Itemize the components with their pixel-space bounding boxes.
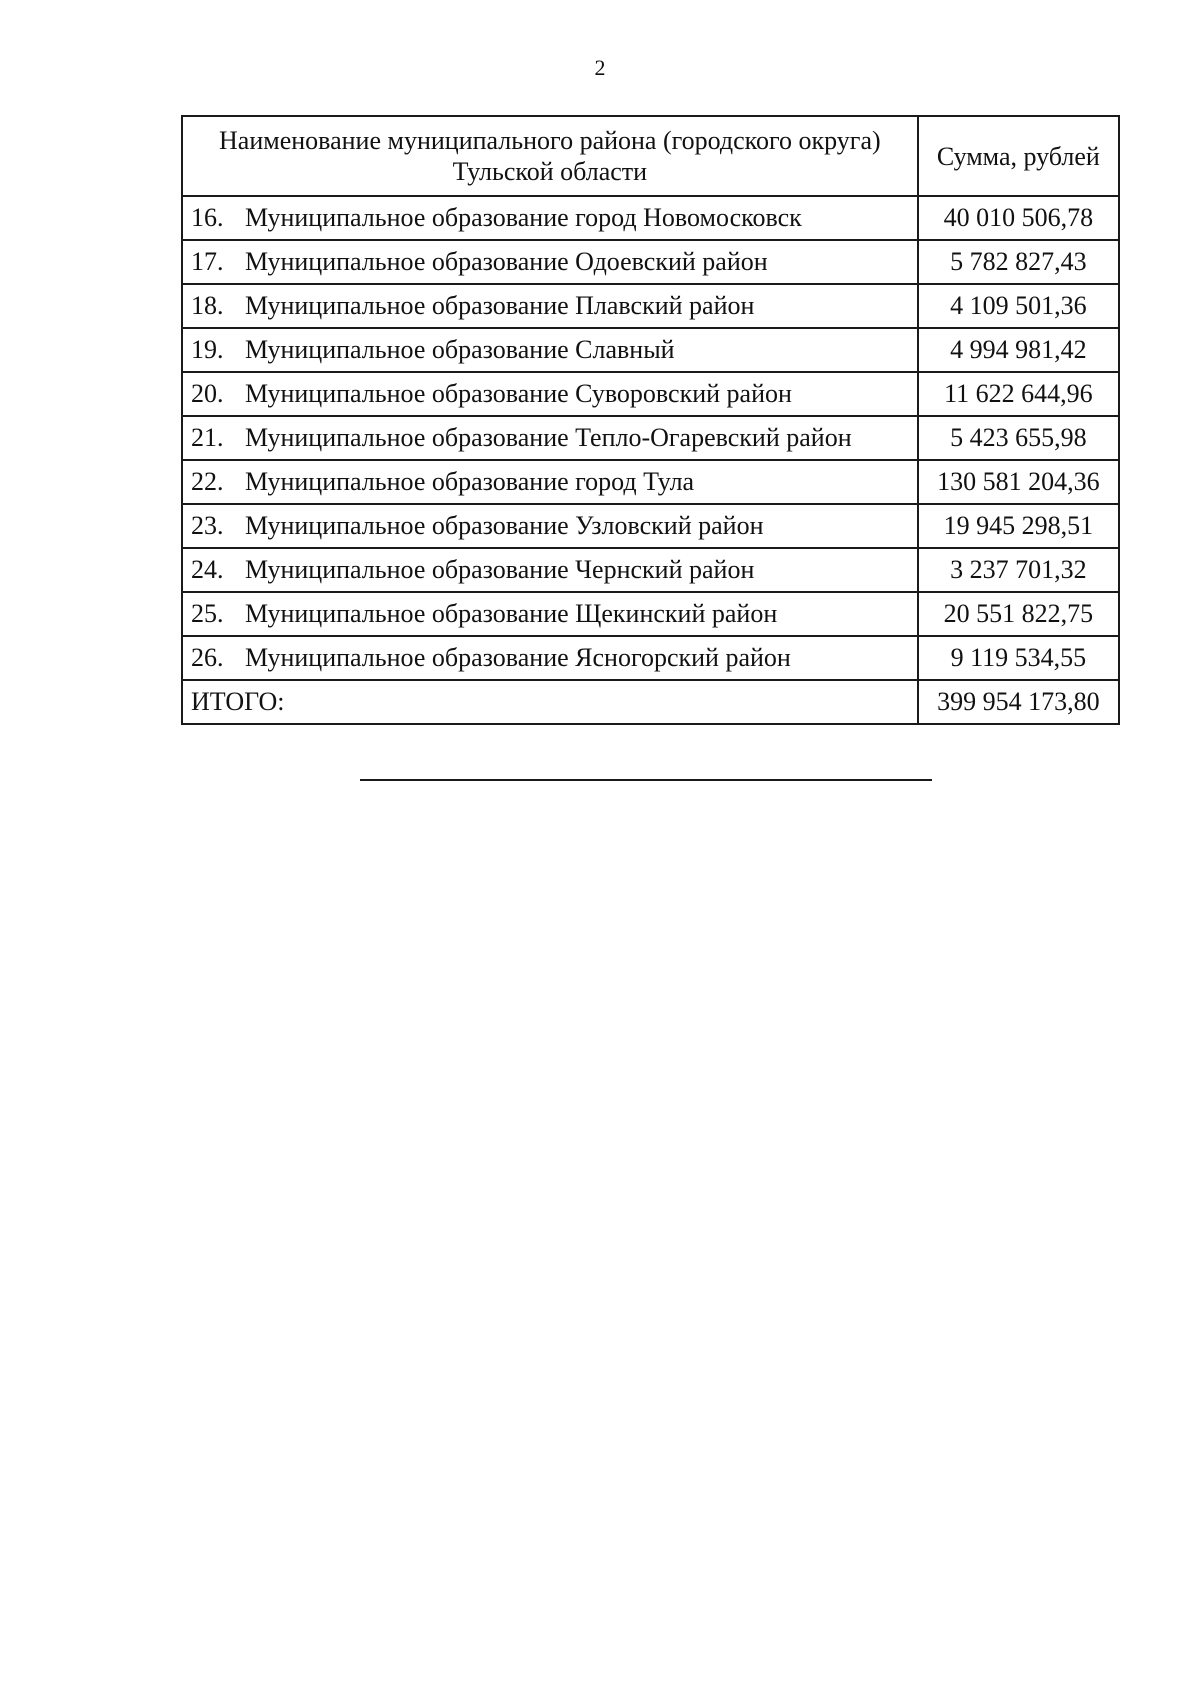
municipality-cell bbox=[182, 548, 918, 592]
municipality-name: Муниципальное образование Узловский район bbox=[245, 511, 764, 540]
table-row bbox=[182, 548, 1119, 592]
municipality-name: Муниципальное образование Тепло-Огаревский район bbox=[245, 423, 852, 452]
municipality-cell bbox=[182, 372, 918, 416]
sum-cell: 3 237 701,32 bbox=[918, 548, 1119, 592]
table-row bbox=[182, 328, 1119, 372]
sum-cell: 19 945 298,51 bbox=[918, 504, 1119, 548]
sum-cell: 4 109 501,36 bbox=[918, 284, 1119, 328]
municipality-name: Муниципальное образование Славный bbox=[245, 335, 675, 364]
municipality-name: Муниципальное образование Плавский район bbox=[245, 291, 755, 320]
total-row bbox=[182, 680, 1119, 724]
municipality-cell bbox=[182, 416, 918, 460]
municipality-cell bbox=[182, 240, 918, 284]
municipality-name: Муниципальное образование Суворовский район bbox=[245, 379, 792, 408]
row-number: 25. bbox=[191, 599, 224, 628]
header-name-column: Наименование муниципального района (городского округа) Тульской области bbox=[182, 116, 918, 196]
municipality-name: Муниципальное образование город Новомосковск bbox=[245, 203, 802, 232]
sum-cell: 4 994 981,42 bbox=[918, 328, 1119, 372]
table-row bbox=[182, 196, 1119, 240]
municipality-name: Муниципальное образование город Тула bbox=[245, 467, 695, 496]
table-row bbox=[182, 416, 1119, 460]
sum-cell: 9 119 534,55 bbox=[918, 636, 1119, 680]
municipality-name: Муниципальное образование Щекинский район bbox=[245, 599, 778, 628]
municipality-cell bbox=[182, 504, 918, 548]
table-row bbox=[182, 240, 1119, 284]
municipality-cell bbox=[182, 592, 918, 636]
row-number: 24. bbox=[191, 555, 224, 584]
municipality-cell bbox=[182, 328, 918, 372]
table-row bbox=[182, 636, 1119, 680]
row-number: 17. bbox=[191, 247, 224, 276]
table-row bbox=[182, 504, 1119, 548]
allocation-table bbox=[181, 115, 1120, 725]
table-row bbox=[182, 372, 1119, 416]
sum-cell: 11 622 644,96 bbox=[918, 372, 1119, 416]
municipality-name: Муниципальное образование Чернский район bbox=[245, 555, 755, 584]
table-body bbox=[182, 196, 1119, 724]
header-sum-column: Сумма, рублей bbox=[918, 116, 1119, 196]
sum-cell: 130 581 204,36 bbox=[918, 460, 1119, 504]
row-number: 16. bbox=[191, 203, 224, 232]
row-number: 23. bbox=[191, 511, 224, 540]
total-sum: 399 954 173,80 bbox=[918, 680, 1119, 724]
sum-cell: 5 782 827,43 bbox=[918, 240, 1119, 284]
municipality-cell bbox=[182, 636, 918, 680]
table-row bbox=[182, 592, 1119, 636]
total-label: ИТОГО: bbox=[182, 680, 918, 724]
municipality-cell bbox=[182, 196, 918, 240]
row-number: 21. bbox=[191, 423, 224, 452]
end-of-document-line bbox=[360, 779, 932, 781]
municipality-name: Муниципальное образование Ясногорский район bbox=[245, 643, 791, 672]
sum-cell: 20 551 822,75 bbox=[918, 592, 1119, 636]
row-number: 20. bbox=[191, 379, 224, 408]
row-number: 26. bbox=[191, 643, 224, 672]
row-number: 22. bbox=[191, 467, 224, 496]
table-row bbox=[182, 460, 1119, 504]
municipality-name: Муниципальное образование Одоевский район bbox=[245, 247, 768, 276]
municipality-cell bbox=[182, 460, 918, 504]
row-number: 18. bbox=[191, 291, 224, 320]
page-number: 2 bbox=[594, 55, 606, 80]
municipality-cell bbox=[182, 284, 918, 328]
sum-cell: 40 010 506,78 bbox=[918, 196, 1119, 240]
table-row bbox=[182, 284, 1119, 328]
row-number: 19. bbox=[191, 335, 224, 364]
sum-cell: 5 423 655,98 bbox=[918, 416, 1119, 460]
table-header-row bbox=[182, 116, 1119, 196]
